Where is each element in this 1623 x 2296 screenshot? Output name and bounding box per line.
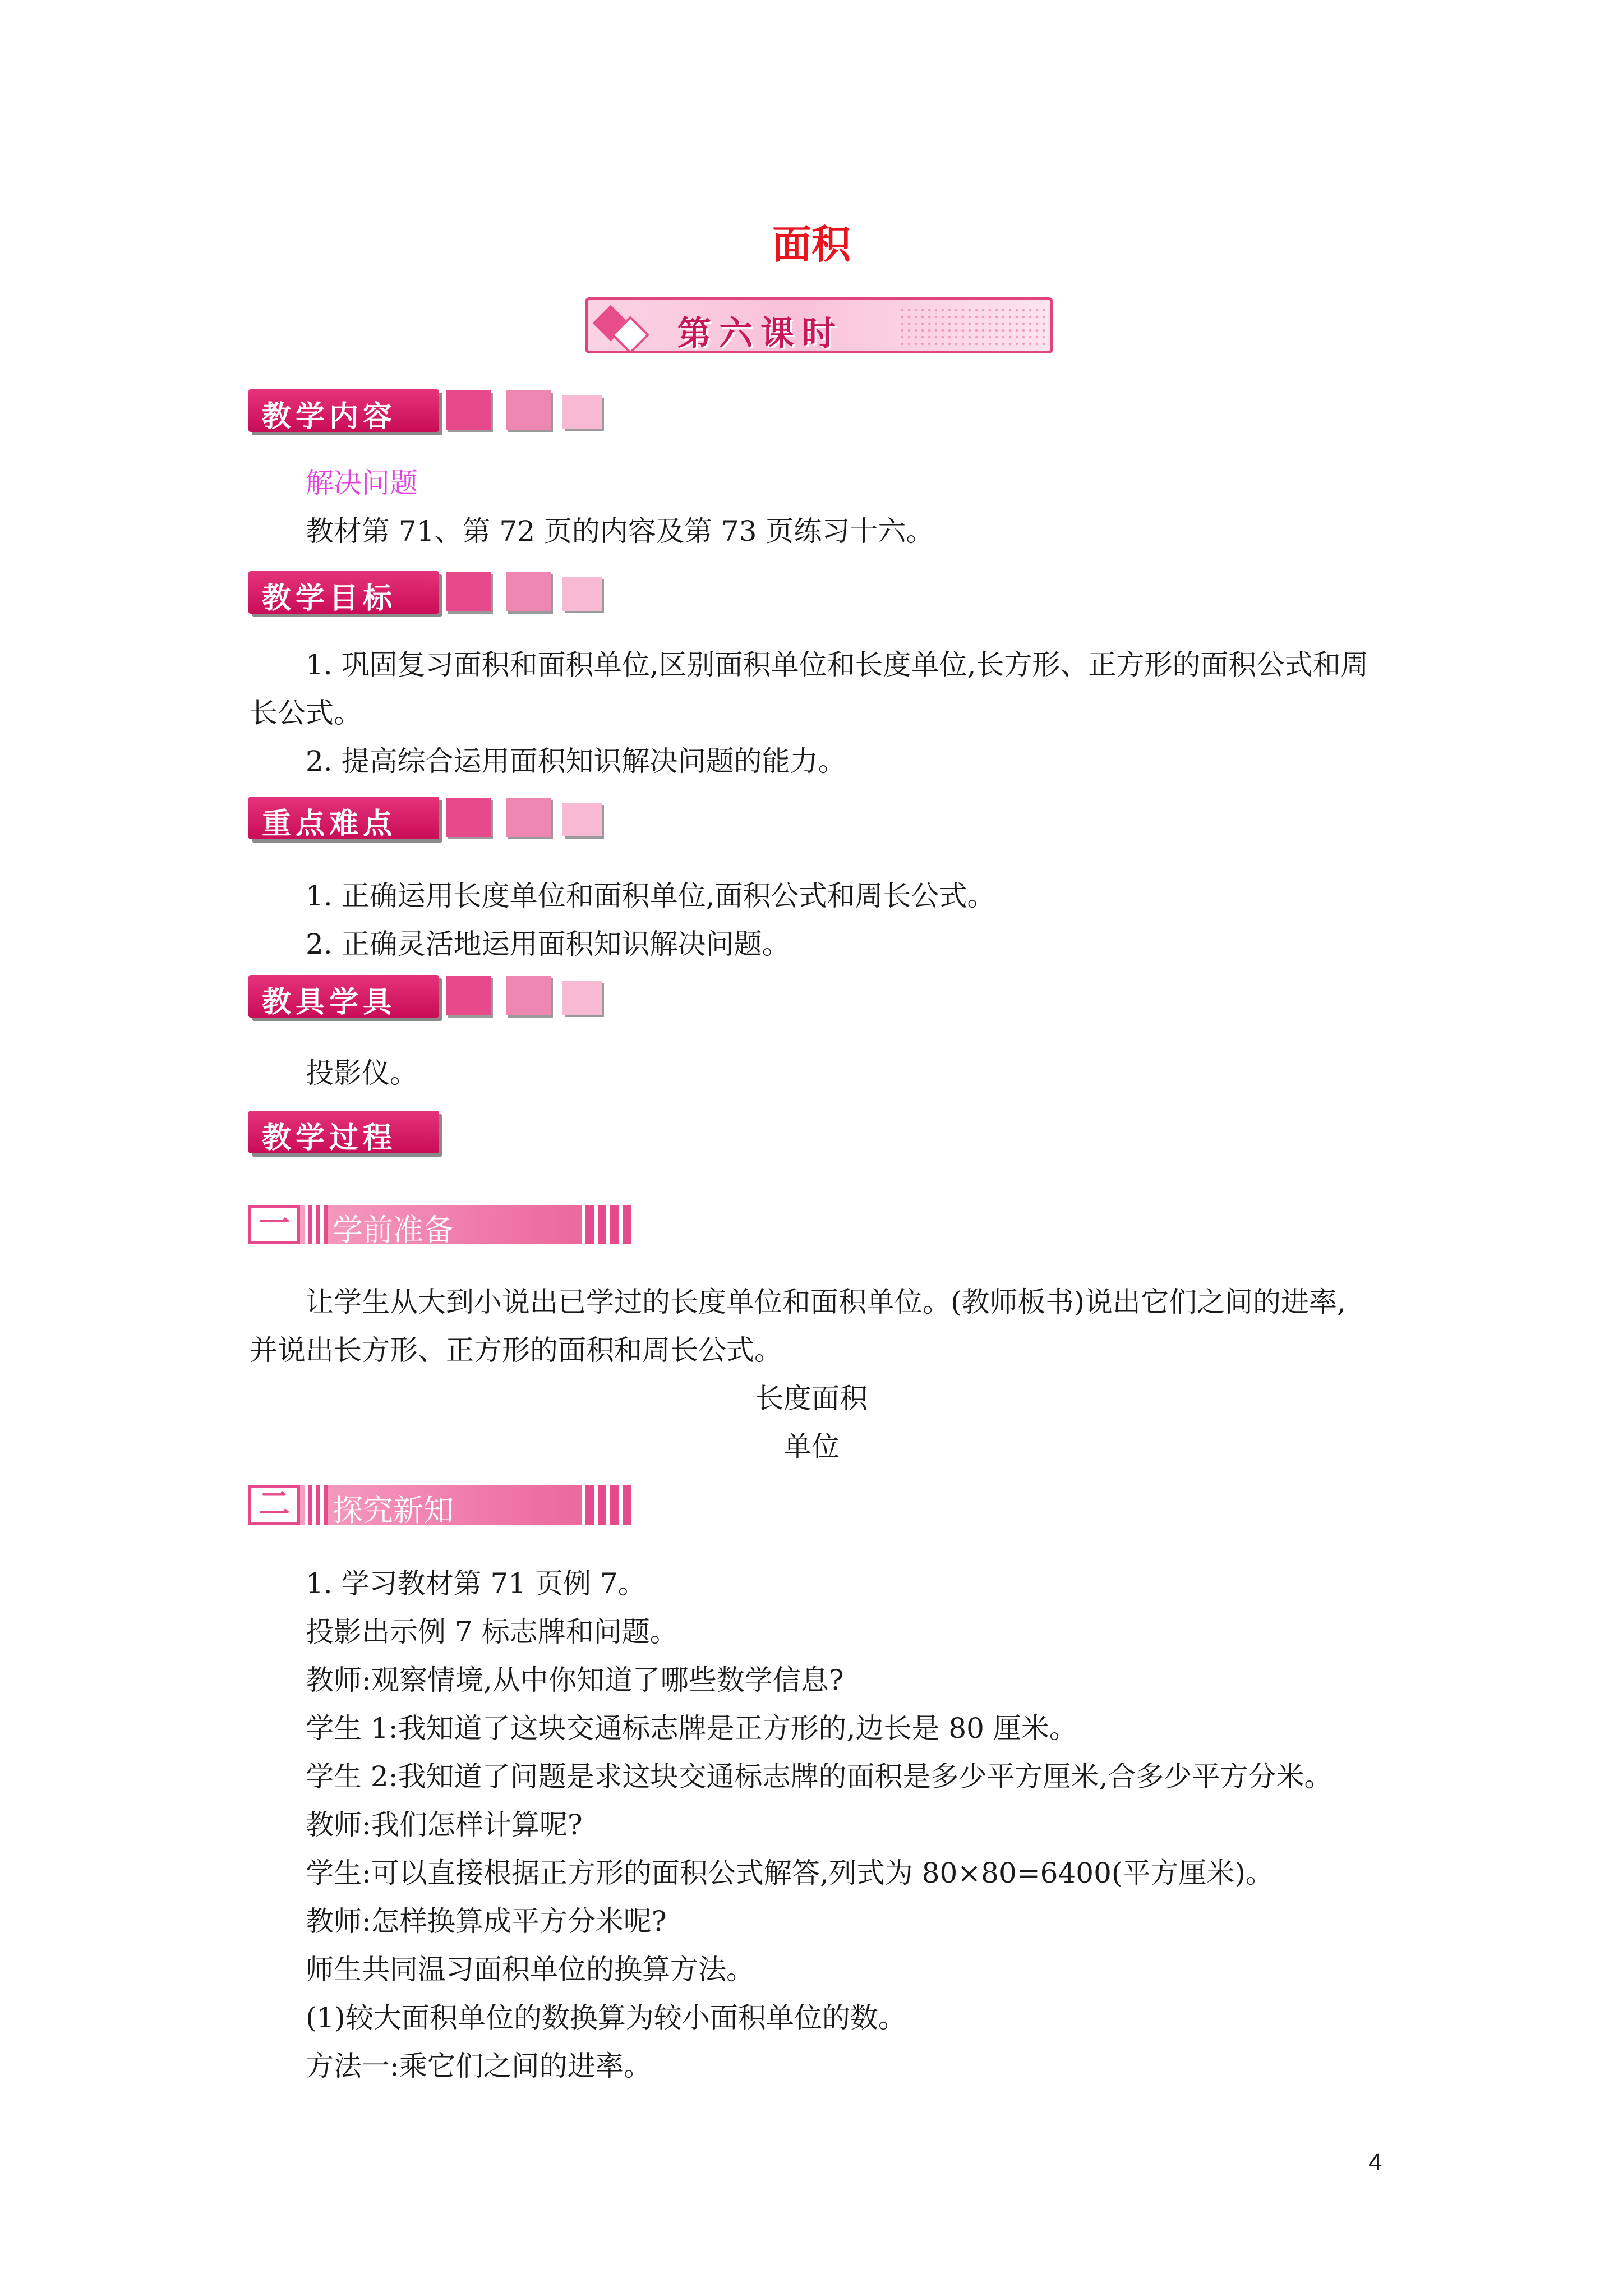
content-topic: 解决问题 — [306, 467, 418, 499]
stripe-decoration — [305, 1205, 328, 1244]
part2-line: 学生 1:我知道了这块交通标志牌是正方形的,边长是 80 厘米。 — [306, 1712, 1077, 1745]
page-title: 面积 — [772, 222, 851, 268]
decor-square — [506, 390, 551, 430]
part-title: 学前准备 — [333, 1212, 454, 1248]
part2-line: (1)较大面积单位的数换算为较小面积单位的数。 — [306, 2001, 906, 2034]
section-tag-keypoints — [248, 797, 439, 839]
part2-line: 1. 学习教材第 71 页例 7。 — [306, 1567, 646, 1600]
part1-line-2: 并说出长方形、正方形的面积和周长公式。 — [250, 1334, 782, 1366]
decor-square — [506, 572, 551, 611]
part2-line: 学生:可以直接根据正方形的面积公式解答,列式为 80×80=6400(平方厘米)。 — [306, 1857, 1274, 1889]
decor-square — [446, 390, 491, 430]
lesson-banner — [585, 297, 1053, 353]
part-number: 二 — [248, 1485, 300, 1525]
part2-line: 教师:我们怎样计算呢? — [306, 1809, 583, 1841]
stripe-decoration — [582, 1205, 635, 1244]
keypoint-item-1: 1. 正确运用长度单位和面积单位,面积公式和周长公式。 — [306, 880, 995, 912]
part1-line-1: 让学生从大到小说出已学过的长度单位和面积单位。(教师板书)说出它们之间的进率, — [306, 1286, 1346, 1318]
content-text: 教材第 71、第 72 页的内容及第 73 页练习十六。 — [306, 515, 934, 547]
section-tag-label: 重点难点 — [262, 807, 397, 841]
decor-square — [562, 577, 602, 611]
part-header-2 — [248, 1485, 635, 1528]
part2-line: 投影出示例 7 标志牌和问题。 — [306, 1616, 678, 1648]
decor-square — [506, 798, 551, 837]
part-header-1 — [248, 1205, 635, 1248]
section-tag-content — [248, 389, 439, 432]
decor-square — [446, 976, 491, 1015]
part1-center-1: 长度面积 — [755, 1382, 868, 1415]
stripe-decoration — [305, 1485, 328, 1525]
decor-square — [506, 976, 551, 1015]
part2-line: 方法一:乘它们之间的进率。 — [306, 2050, 652, 2082]
tools-text: 投影仪。 — [306, 1057, 418, 1089]
section-tag-label: 教学过程 — [262, 1121, 397, 1155]
section-tag-tools — [248, 975, 439, 1018]
decor-square — [562, 803, 602, 836]
part1-center-2: 单位 — [783, 1430, 840, 1463]
dots-decoration — [899, 307, 1045, 346]
decor-square — [562, 981, 602, 1015]
banner-text: 第六课时 — [677, 314, 843, 353]
part2-line: 学生 2:我知道了问题是求这块交通标志牌的面积是多少平方厘米,合多少平方分米。 — [306, 1760, 1332, 1793]
section-tag-goals — [248, 571, 439, 614]
part-title: 探究新知 — [333, 1493, 454, 1528]
keypoint-item-2: 2. 正确灵活地运用面积知识解决问题。 — [306, 928, 790, 960]
goal-item-2: 2. 提高综合运用面积知识解决问题的能力。 — [306, 745, 846, 777]
decor-square — [562, 395, 602, 429]
decor-square — [446, 798, 491, 837]
section-tag-label: 教学目标 — [262, 582, 397, 615]
section-tag-process — [248, 1111, 439, 1153]
part-number: 一 — [248, 1205, 300, 1244]
decor-square — [446, 572, 491, 611]
part2-line: 师生共同温习面积单位的换算方法。 — [306, 1953, 754, 1986]
goal-item-1-cont: 长公式。 — [250, 697, 362, 729]
part2-line: 教师:怎样换算成平方分米呢? — [306, 1905, 667, 1938]
section-tag-label: 教具学具 — [262, 986, 397, 1019]
part2-line: 教师:观察情境,从中你知道了哪些数学信息? — [306, 1664, 844, 1696]
goal-item-1: 1. 巩固复习面积和面积单位,区别面积单位和长度单位,长方形、正方形的面积公式和周 — [306, 648, 1369, 681]
section-tag-label: 教学内容 — [262, 400, 397, 434]
page-number: 4 — [1368, 2148, 1382, 2176]
stripe-decoration — [582, 1485, 635, 1525]
